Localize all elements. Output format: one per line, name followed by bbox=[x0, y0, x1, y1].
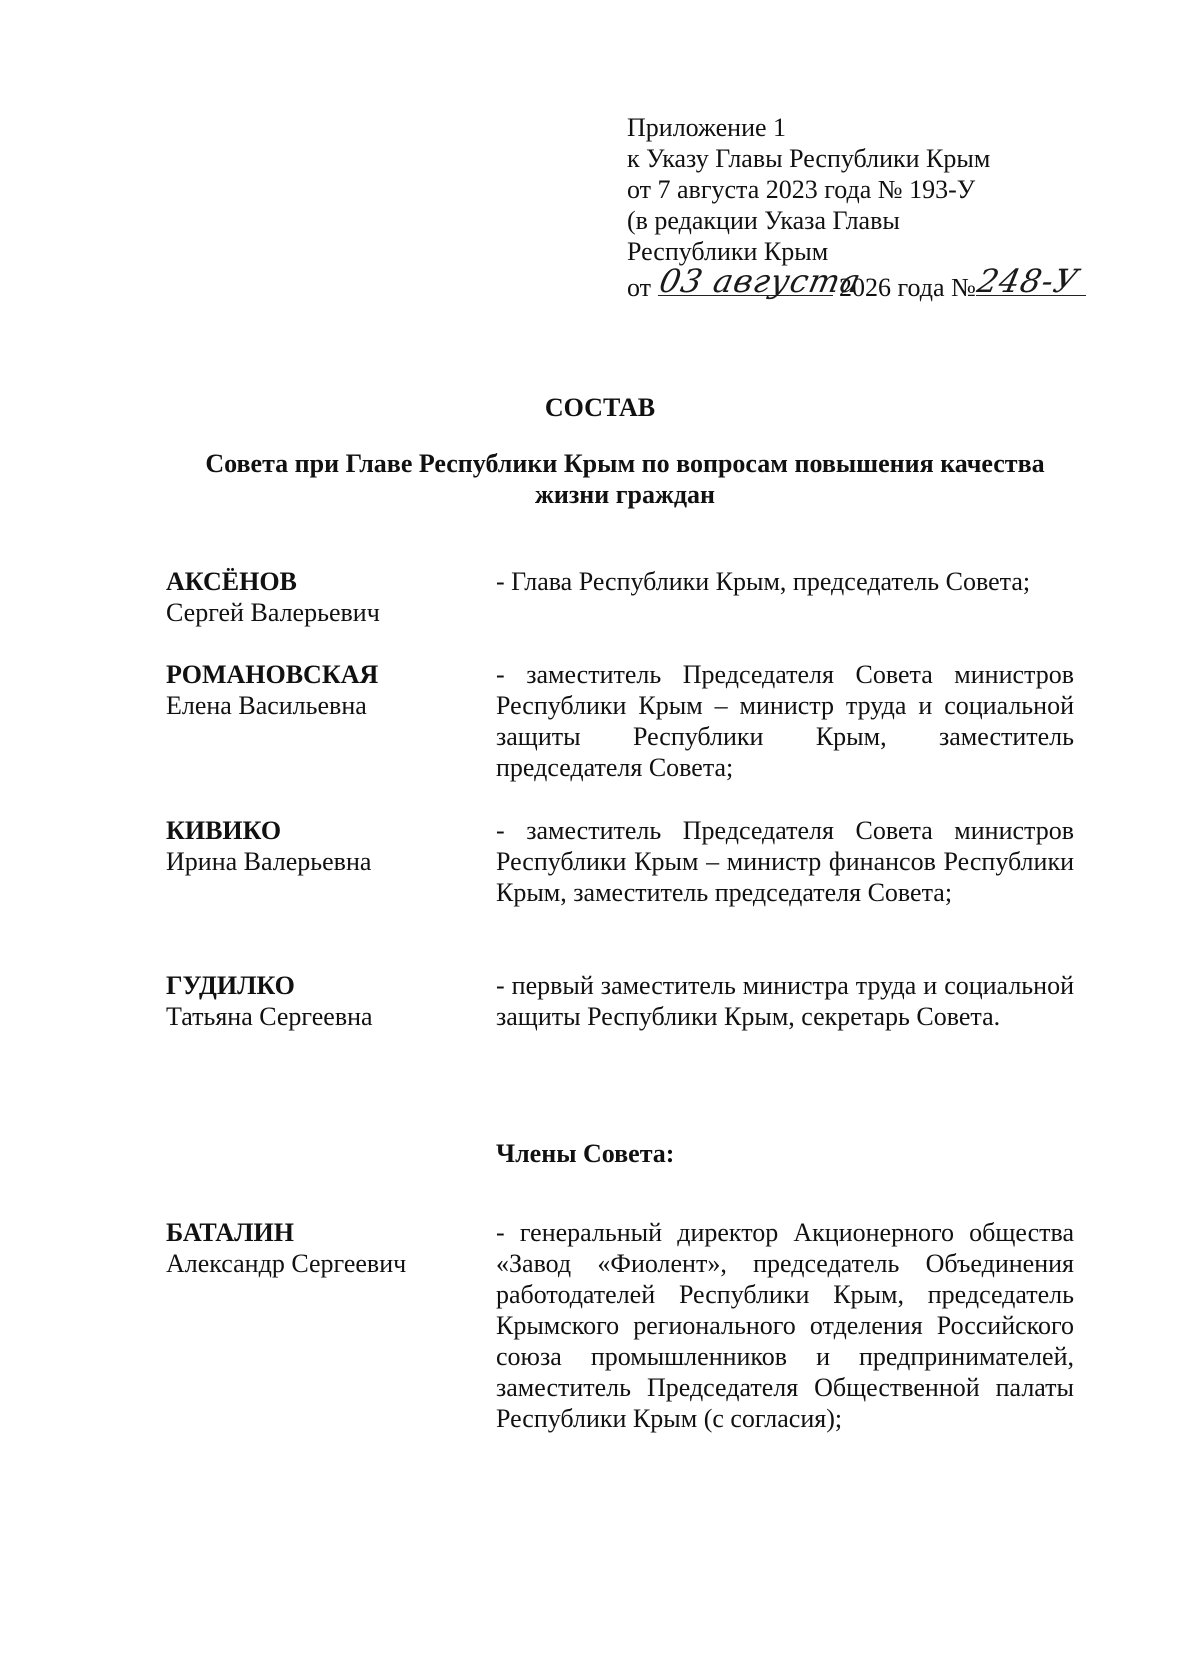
handwritten-number: 248-У bbox=[973, 262, 1083, 300]
document-title: СОСТАВ bbox=[544, 393, 656, 422]
member-given-names: Елена Васильевна bbox=[166, 691, 367, 720]
member-name bbox=[166, 1217, 466, 1279]
member-surname: КИВИКО bbox=[166, 816, 282, 845]
appendix-line: Республики Крым bbox=[627, 237, 829, 266]
handwritten-date-field bbox=[655, 262, 865, 300]
appendix-line: Приложение 1 bbox=[627, 113, 787, 142]
member-surname: БАТАЛИН bbox=[166, 1218, 294, 1247]
members-heading: Члены Совета: bbox=[496, 1139, 675, 1168]
member-name bbox=[166, 566, 466, 628]
member-name bbox=[166, 659, 466, 721]
appendix-line: от 7 августа 2023 года № 193-У bbox=[627, 175, 976, 204]
member-surname: ГУДИЛКО bbox=[166, 971, 295, 1000]
date-prefix: от bbox=[627, 273, 652, 302]
appendix-header bbox=[627, 112, 1086, 303]
member-given-names: Сергей Валерьевич bbox=[166, 598, 380, 627]
appendix-line: (в редакции Указа Главы bbox=[627, 206, 900, 235]
member-description: - заместитель Председателя Совета министров Республики Крым – министр финансов Республики Крым, заместитель председателя Совета; bbox=[496, 816, 1074, 907]
handwritten-date: 03 августа bbox=[655, 262, 865, 300]
member-surname: АКСЁНОВ bbox=[166, 567, 297, 596]
document-subtitle: Совета при Главе Республики Крым по вопросам повышения качества жизни граждан bbox=[205, 449, 1045, 509]
date-middle: 2026 года № bbox=[839, 273, 976, 302]
member-description: - первый заместитель министра труда и социальной защиты Республики Крым, секретарь Совета. bbox=[496, 971, 1074, 1031]
member-name bbox=[166, 815, 466, 877]
member-given-names: Татьяна Сергеевна bbox=[166, 1002, 373, 1031]
appendix-date-line bbox=[627, 262, 1086, 303]
handwritten-number-field bbox=[973, 262, 1086, 300]
appendix-line: к Указу Главы Республики Крым bbox=[627, 144, 991, 173]
member-description: - заместитель Председателя Совета министров Республики Крым – министр труда и социальной защиты Республики Крым, заместитель председателя Совета; bbox=[496, 660, 1074, 782]
member-given-names: Ирина Валерьевна bbox=[166, 847, 372, 876]
member-surname: РОМАНОВСКАЯ bbox=[166, 660, 379, 689]
member-description: - Глава Республики Крым, председатель Совета; bbox=[496, 567, 1031, 596]
member-description: - генеральный директор Акционерного общества «Завод «Фиолент», председатель Объединения работодателей Республики Крым, председатель Крымского регионального отделения Российского союза промышленников и предпринимателей, заместитель Председателя Общественной палаты Республики Крым (с согласия); bbox=[496, 1218, 1074, 1433]
member-name bbox=[166, 970, 466, 1032]
member-given-names: Александр Сергеевич bbox=[166, 1249, 407, 1278]
